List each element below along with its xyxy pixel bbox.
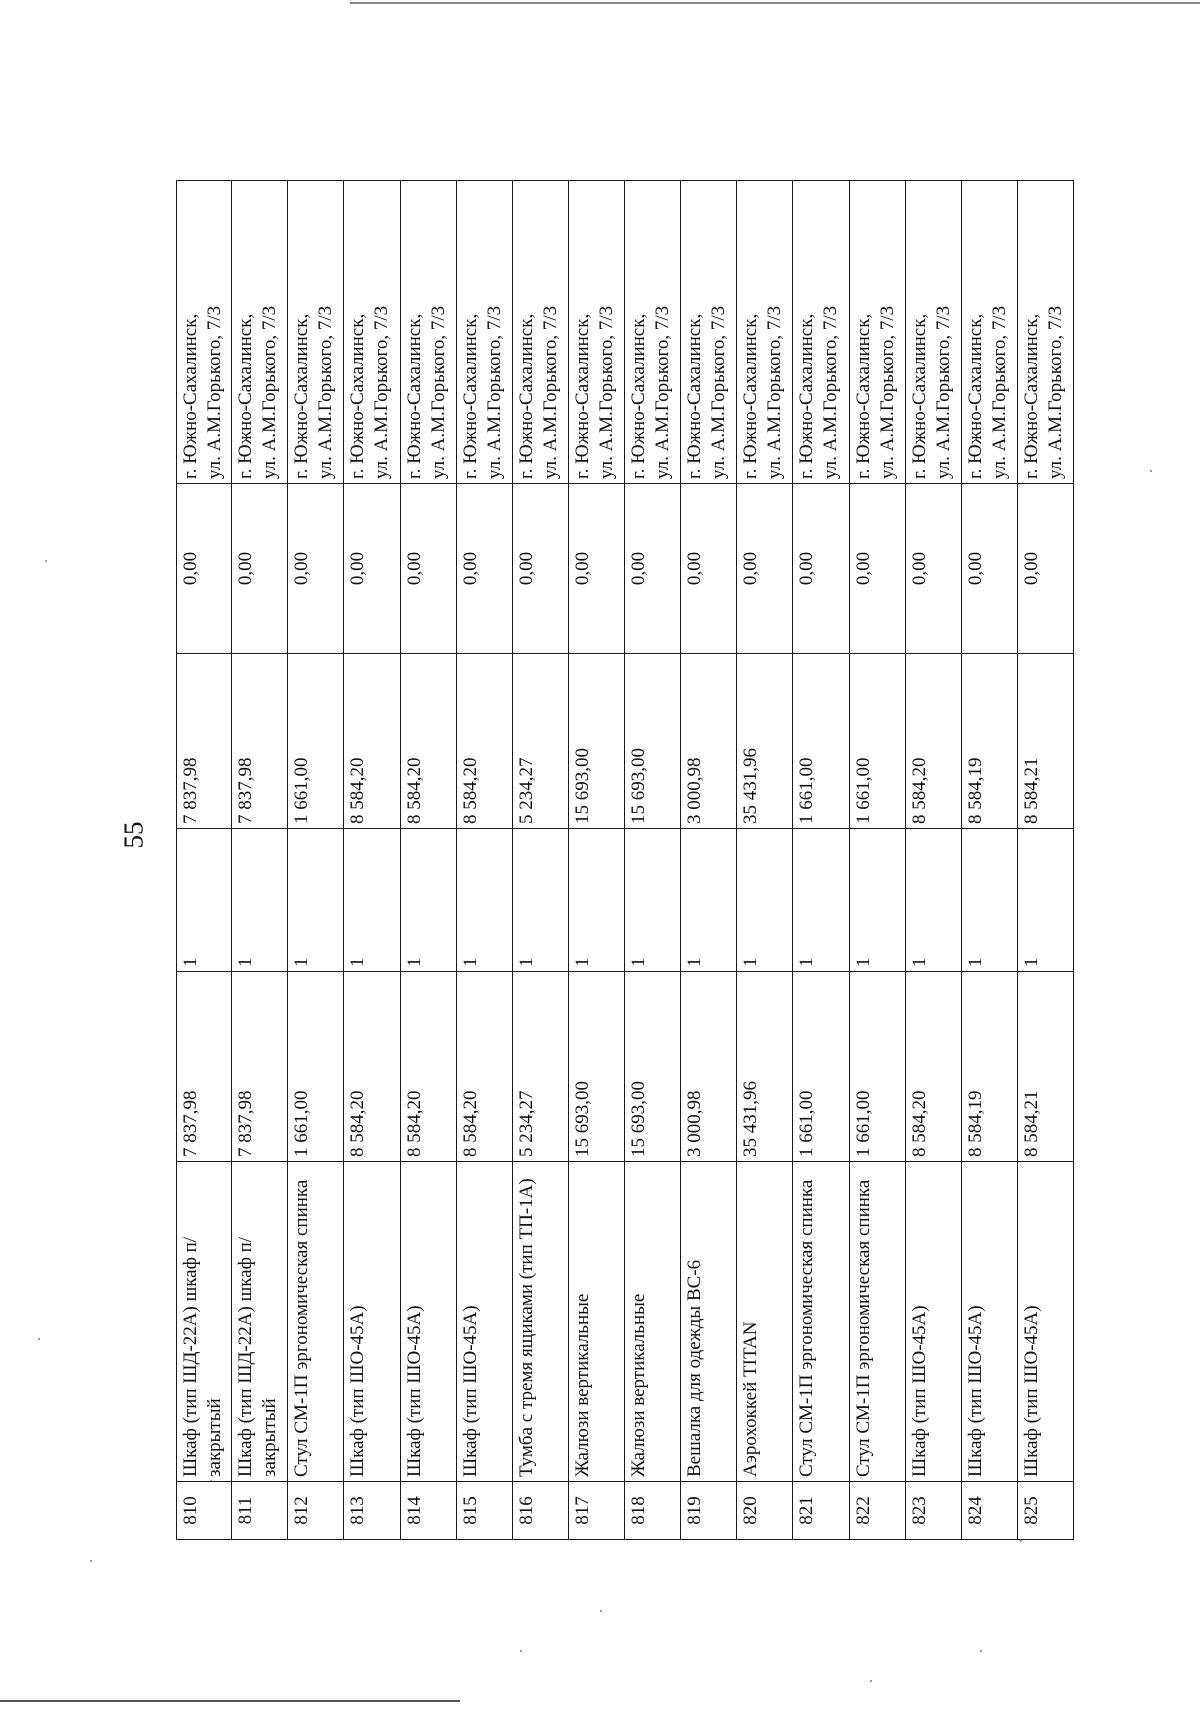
quantity-cell: 1: [1018, 829, 1073, 972]
address-city: г. Южно-Сахалинск,: [180, 313, 201, 479]
scan-speck: [90, 1560, 92, 1562]
residual-value-cell: 0,00: [232, 484, 287, 654]
address-cell: [681, 180, 736, 484]
table-row: [569, 180, 625, 1540]
table-row: [176, 180, 232, 1540]
address-city: г. Южно-Сахалинск,: [740, 313, 762, 479]
row-number-cell: 818: [625, 1482, 680, 1540]
table-row: [737, 180, 793, 1540]
row-number-cell: 814: [401, 1482, 456, 1540]
address-city: г. Южно-Сахалинск,: [908, 313, 930, 479]
quantity-cell: 1: [850, 829, 905, 972]
residual-value-cell: 0,00: [513, 484, 568, 654]
total-sum-cell: 1 661,00: [288, 654, 343, 829]
scan-speck: [38, 1338, 40, 1340]
item-name-cell: Шкаф (тип ШО-45А): [457, 1162, 512, 1482]
unit-price-cell: 8 584,20: [906, 972, 961, 1162]
unit-price-cell: 35 431,96: [737, 972, 792, 1162]
table-row: [1018, 180, 1074, 1540]
item-name-cell: Жалюзи вертикальные: [569, 1162, 624, 1482]
address-cell: [962, 180, 1017, 484]
residual-value-cell: 0,00: [288, 484, 343, 654]
row-number-cell: 823: [906, 1482, 961, 1540]
item-name-cell: Шкаф (тип ШД-22А) шкаф п/закрытый: [177, 1162, 231, 1482]
scan-speck: [45, 560, 47, 562]
quantity-cell: 1: [288, 829, 343, 972]
address-city: г. Южно-Сахалинск,: [403, 313, 425, 479]
item-name-cell: Шкаф (тип ШО-45А): [344, 1162, 399, 1482]
address-street: ул. А.М.Горького, 7/3: [988, 305, 1010, 479]
residual-value-cell: 0,00: [569, 484, 624, 654]
residual-value-cell: 0,00: [344, 484, 399, 654]
total-sum-cell: 35 431,96: [737, 654, 792, 829]
row-number-cell: 822: [850, 1482, 905, 1540]
table-row: [793, 180, 849, 1540]
address-city: г. Южно-Сахалинск,: [852, 313, 874, 479]
address-street: ул. А.М.Горького, 7/3: [315, 305, 337, 479]
total-sum-cell: 3 000,98: [681, 654, 736, 829]
address-cell: [344, 180, 399, 484]
unit-price-cell: 1 661,00: [850, 972, 905, 1162]
unit-price-cell: 8 584,21: [1018, 972, 1073, 1162]
table-row: [344, 180, 400, 1540]
row-number-cell: 811: [232, 1482, 287, 1540]
address-cell: [906, 180, 961, 484]
address-cell: [1018, 180, 1073, 484]
table-row: [232, 180, 288, 1540]
total-sum-cell: 8 584,20: [906, 654, 961, 829]
address-city: г. Южно-Сахалинск,: [459, 313, 481, 479]
address-cell: [232, 180, 287, 484]
address-street: ул. А.М.Горького, 7/3: [1044, 305, 1066, 479]
table-row: [625, 180, 681, 1540]
total-sum-cell: 5 234,27: [513, 654, 568, 829]
scan-edge-top: [350, 2, 1200, 4]
row-number-cell: 821: [793, 1482, 848, 1540]
quantity-cell: 1: [513, 829, 568, 972]
address-street: ул. А.М.Горького, 7/3: [483, 305, 505, 479]
row-number-cell: 820: [737, 1482, 792, 1540]
address-cell: [569, 180, 624, 484]
total-sum-cell: 15 693,00: [569, 654, 624, 829]
residual-value-cell: 0,00: [457, 484, 512, 654]
row-number-cell: 810: [177, 1482, 231, 1540]
address-cell: [737, 180, 792, 484]
scan-speck: [520, 1650, 522, 1652]
address-street: ул. А.М.Горького, 7/3: [371, 305, 393, 479]
quantity-cell: 1: [401, 829, 456, 972]
table-row: [401, 180, 457, 1540]
total-sum-cell: 15 693,00: [625, 654, 680, 829]
residual-value-cell: 0,00: [793, 484, 848, 654]
address-street: ул. А.М.Горького, 7/3: [204, 305, 225, 479]
item-name-cell: Шкаф (тип ШД-22А) шкаф п/закрытый: [232, 1162, 287, 1482]
residual-value-cell: 0,00: [737, 484, 792, 654]
scan-speck: [870, 1680, 872, 1682]
total-sum-cell: 8 584,21: [1018, 654, 1073, 829]
address-city: г. Южно-Сахалинск,: [796, 313, 818, 479]
quantity-cell: 1: [906, 829, 961, 972]
row-number-cell: 825: [1018, 1482, 1073, 1540]
item-name-cell: Шкаф (тип ШО-45А): [1018, 1162, 1073, 1482]
address-city: г. Южно-Сахалинск,: [628, 313, 649, 479]
quantity-cell: 1: [681, 829, 736, 972]
table-row: [850, 180, 906, 1540]
address-city: г. Южно-Сахалинск,: [684, 313, 706, 479]
address-street: ул. А.М.Горького, 7/3: [820, 305, 842, 479]
unit-price-cell: 15 693,00: [625, 972, 680, 1162]
unit-price-cell: 3 000,98: [681, 972, 736, 1162]
address-cell: [457, 180, 512, 484]
total-sum-cell: 8 584,20: [457, 654, 512, 829]
table-row: [513, 180, 569, 1540]
address-city: г. Южно-Сахалинск,: [964, 313, 986, 479]
row-number-cell: 812: [288, 1482, 343, 1540]
item-name-cell: Шкаф (тип ШО-45А): [906, 1162, 961, 1482]
total-sum-cell: 7 837,98: [177, 654, 231, 829]
address-city: г. Южно-Сахалинск,: [347, 313, 369, 479]
unit-price-cell: 15 693,00: [569, 972, 624, 1162]
address-city: г. Южно-Сахалинск,: [571, 313, 593, 479]
residual-value-cell: 0,00: [625, 484, 680, 654]
total-sum-cell: 8 584,20: [344, 654, 399, 829]
address-city: г. Южно-Сахалинск,: [1020, 313, 1042, 479]
item-name-cell: Шкаф (тип ШО-45А): [401, 1162, 456, 1482]
address-street: ул. А.М.Горького, 7/3: [708, 305, 730, 479]
address-street: ул. А.М.Горького, 7/3: [932, 305, 954, 479]
residual-value-cell: 0,00: [1018, 484, 1073, 654]
row-number-cell: 816: [513, 1482, 568, 1540]
address-cell: [513, 180, 568, 484]
row-number-cell: 819: [681, 1482, 736, 1540]
address-street: ул. А.М.Горького, 7/3: [259, 305, 281, 479]
address-street: ул. А.М.Горького, 7/3: [595, 305, 617, 479]
residual-value-cell: 0,00: [962, 484, 1017, 654]
quantity-cell: 1: [793, 829, 848, 972]
row-number-cell: 815: [457, 1482, 512, 1540]
address-cell: [288, 180, 343, 484]
scan-speck: [1150, 470, 1152, 472]
quantity-cell: 1: [232, 829, 287, 972]
unit-price-cell: 8 584,20: [457, 972, 512, 1162]
address-street: ул. А.М.Горького, 7/3: [764, 305, 786, 479]
residual-value-cell: 0,00: [401, 484, 456, 654]
residual-value-cell: 0,00: [177, 484, 231, 654]
unit-price-cell: 1 661,00: [793, 972, 848, 1162]
scan-edge-bottom: [0, 1700, 460, 1702]
item-name-cell: Стул СМ-1П эргономическая спинка: [288, 1162, 343, 1482]
address-cell: [793, 180, 848, 484]
residual-value-cell: 0,00: [906, 484, 961, 654]
total-sum-cell: 1 661,00: [850, 654, 905, 829]
unit-price-cell: 1 661,00: [288, 972, 343, 1162]
quantity-cell: 1: [962, 829, 1017, 972]
unit-price-cell: 7 837,98: [177, 972, 231, 1162]
address-street: ул. А.М.Горького, 7/3: [652, 305, 673, 479]
total-sum-cell: 8 584,19: [962, 654, 1017, 829]
item-name-cell: Шкаф (тип ШО-45А): [962, 1162, 1017, 1482]
row-number-cell: 824: [962, 1482, 1017, 1540]
item-name-cell: Стул СМ-1П эргономическая спинка: [850, 1162, 905, 1482]
address-cell: [401, 180, 456, 484]
unit-price-cell: 8 584,20: [401, 972, 456, 1162]
unit-price-cell: 8 584,20: [344, 972, 399, 1162]
address-city: г. Южно-Сахалинск,: [235, 313, 257, 479]
address-cell: [625, 180, 680, 484]
total-sum-cell: 1 661,00: [793, 654, 848, 829]
scan-speck: [600, 1610, 602, 1612]
quantity-cell: 1: [177, 829, 231, 972]
quantity-cell: 1: [737, 829, 792, 972]
quantity-cell: 1: [625, 829, 680, 972]
total-sum-cell: 7 837,98: [232, 654, 287, 829]
address-street: ул. А.М.Горького, 7/3: [427, 305, 449, 479]
residual-value-cell: 0,00: [681, 484, 736, 654]
table-row: [681, 180, 737, 1540]
inventory-table: [176, 180, 1074, 1540]
address-street: ул. А.М.Горького, 7/3: [876, 305, 898, 479]
table-row: [457, 180, 513, 1540]
table-row: [906, 180, 962, 1540]
quantity-cell: 1: [344, 829, 399, 972]
item-name-cell: Вешалка для одежды ВС-6: [681, 1162, 736, 1482]
unit-price-cell: 5 234,27: [513, 972, 568, 1162]
item-name-cell: Стул СМ-1П эргономическая спинка: [793, 1162, 848, 1482]
quantity-cell: 1: [457, 829, 512, 972]
scan-speck: [980, 1650, 982, 1652]
address-cell: [177, 180, 231, 484]
address-street: ул. А.М.Горького, 7/3: [539, 305, 561, 479]
row-number-cell: 817: [569, 1482, 624, 1540]
scan-speck: [210, 1480, 212, 1482]
total-sum-cell: 8 584,20: [401, 654, 456, 829]
address-city: г. Южно-Сахалинск,: [291, 313, 313, 479]
table-row: [962, 180, 1018, 1540]
address-city: г. Южно-Сахалинск,: [515, 313, 537, 479]
item-name-cell: Жалюзи вертикальные: [625, 1162, 680, 1482]
table-row: [288, 180, 344, 1540]
row-number-cell: 813: [344, 1482, 399, 1540]
unit-price-cell: 8 584,19: [962, 972, 1017, 1162]
quantity-cell: 1: [569, 829, 624, 972]
item-name-cell: Тумба с тремя ящиками (тип ТП-1А): [513, 1162, 568, 1482]
address-cell: [850, 180, 905, 484]
item-name-cell: Аэрохоккей TITAN: [737, 1162, 792, 1482]
scan-speck: [1020, 1540, 1022, 1542]
residual-value-cell: 0,00: [850, 484, 905, 654]
unit-price-cell: 7 837,98: [232, 972, 287, 1162]
page-number: 55: [118, 821, 149, 849]
